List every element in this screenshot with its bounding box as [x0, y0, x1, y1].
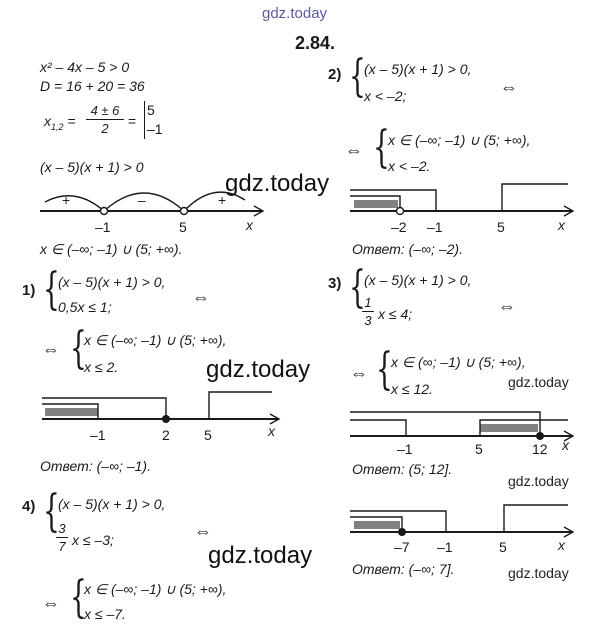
system-line-1: (x – 5)(x + 1) > 0, [58, 496, 166, 512]
tick-label: 2 [162, 427, 170, 443]
equivalence-symbol: ⇔ [42, 339, 60, 359]
watermark-small: gdz.today [508, 473, 569, 489]
system-line-2: x < –2. [388, 158, 431, 174]
axis-label: x [562, 437, 569, 453]
system-brace: { [70, 323, 87, 374]
system-line-2: x ≤ 4; [378, 306, 413, 322]
tick-label: 5 [497, 219, 505, 235]
root-a: 5 [147, 102, 155, 118]
tick-label: 5 [475, 441, 483, 457]
fraction-one-third [362, 296, 374, 327]
system-line-2: x ≤ 12. [391, 381, 433, 397]
tick-label: 12 [532, 441, 548, 457]
problem-title: 2.84. [295, 33, 336, 53]
axis-label: x [558, 537, 565, 553]
watermark-big: gdz.today [206, 356, 311, 383]
axis-label: x [246, 217, 253, 233]
part-number: 4) [22, 498, 36, 515]
number-line-part1 [42, 392, 279, 424]
watermark-small: gdz.today [508, 374, 569, 390]
system-brace: { [349, 262, 366, 313]
system-brace: { [349, 51, 366, 102]
fraction-numerator: 4 ± 6 [90, 103, 120, 118]
tick-label: –1 [95, 219, 111, 235]
system-line-2: x ≤ –3; [72, 532, 114, 548]
watermark-top: gdz.today [262, 5, 328, 22]
sign-minus: – [138, 192, 146, 208]
number-line-part4 [350, 505, 573, 537]
roots-eq: = [67, 113, 76, 129]
system-line-2: 0,5x ≤ 1; [58, 299, 112, 315]
tick-label: 5 [204, 427, 212, 443]
fraction-denominator: 2 [101, 121, 109, 136]
axis-label: x [268, 423, 275, 439]
inequality-line: x² – 4x – 5 > 0 [40, 59, 130, 75]
answer-part3: Ответ: (5; 12]. [352, 461, 453, 477]
tick-label: –7 [394, 539, 410, 555]
equivalence-symbol: ⇔ [42, 593, 60, 613]
answer-part1: Ответ: (–∞; –1). [40, 458, 151, 474]
roots-eq2: = [128, 113, 137, 129]
fraction-numerator: 1 [364, 295, 372, 310]
number-line-part2 [350, 184, 573, 216]
sign-plus-left: + [62, 192, 71, 208]
system-brace: { [43, 264, 60, 315]
equivalence-symbol: ⇔ [500, 77, 518, 97]
sign-plus-right: + [218, 192, 227, 208]
fraction-denominator: 3 [364, 313, 372, 328]
system-brace: { [376, 344, 393, 395]
tick-label: 5 [499, 539, 507, 555]
system-line-2: x < –2; [364, 88, 407, 104]
root-b: –1 [147, 121, 163, 137]
tick-label: 5 [179, 219, 187, 235]
system-line-1: x ∈ (∞; –1) ∪ (5; +∞), [391, 354, 526, 370]
system-brace: { [373, 122, 390, 173]
roots-subscript: 1,2 [51, 121, 64, 132]
equivalence-symbol: ⇔ [192, 287, 210, 307]
system-line-1: (x – 5)(x + 1) > 0, [364, 272, 472, 288]
equivalence-symbol: ⇔ [498, 296, 516, 316]
system-line-1: x ∈ (–∞; –1) ∪ (5; +∞), [388, 132, 531, 148]
system-line-1: x ∈ (–∞; –1) ∪ (5; +∞), [84, 332, 227, 348]
watermark-big: gdz.today [208, 542, 313, 569]
factored-inequality: (x – 5)(x + 1) > 0 [40, 159, 144, 175]
fraction-denominator: 7 [58, 539, 66, 554]
equivalence-symbol: ⇔ [345, 140, 363, 160]
tick-label: –1 [90, 427, 106, 443]
system-line-1: (x – 5)(x + 1) > 0, [364, 61, 472, 77]
answer-part4: Ответ: (–∞; 7]. [352, 561, 455, 577]
system-line-2: x ≤ –7. [84, 606, 126, 622]
system-line-1: x ∈ (–∞; –1) ∪ (5; +∞), [84, 581, 227, 597]
fraction-numerator: 3 [58, 521, 66, 536]
answer-part0: x ∈ (–∞; –1) ∪ (5; +∞). [40, 241, 183, 257]
part-number: 2) [328, 66, 342, 83]
system-brace: { [70, 572, 87, 623]
watermark-big: gdz.today [225, 170, 330, 197]
system-line-1: (x – 5)(x + 1) > 0, [58, 274, 166, 290]
system-brace: { [43, 486, 60, 537]
answer-part2: Ответ: (–∞; –2). [352, 241, 463, 257]
equivalence-symbol: ⇔ [194, 521, 212, 541]
axis-label: x [558, 217, 565, 233]
tick-label: –1 [397, 441, 413, 457]
number-line-part3 [350, 412, 573, 441]
tick-label: –1 [427, 219, 443, 235]
fraction-three-sevenths [56, 522, 68, 553]
part-number: 3) [328, 275, 342, 292]
tick-label: –2 [391, 219, 407, 235]
system-line-2: x ≤ 2. [84, 359, 119, 375]
discriminant-line: D = 16 + 20 = 36 [40, 78, 145, 94]
equivalence-symbol: ⇔ [350, 363, 368, 383]
part-number: 1) [22, 282, 36, 299]
watermark-small: gdz.today [508, 565, 569, 581]
tick-label: –1 [437, 539, 453, 555]
roots-var: x [44, 113, 51, 129]
